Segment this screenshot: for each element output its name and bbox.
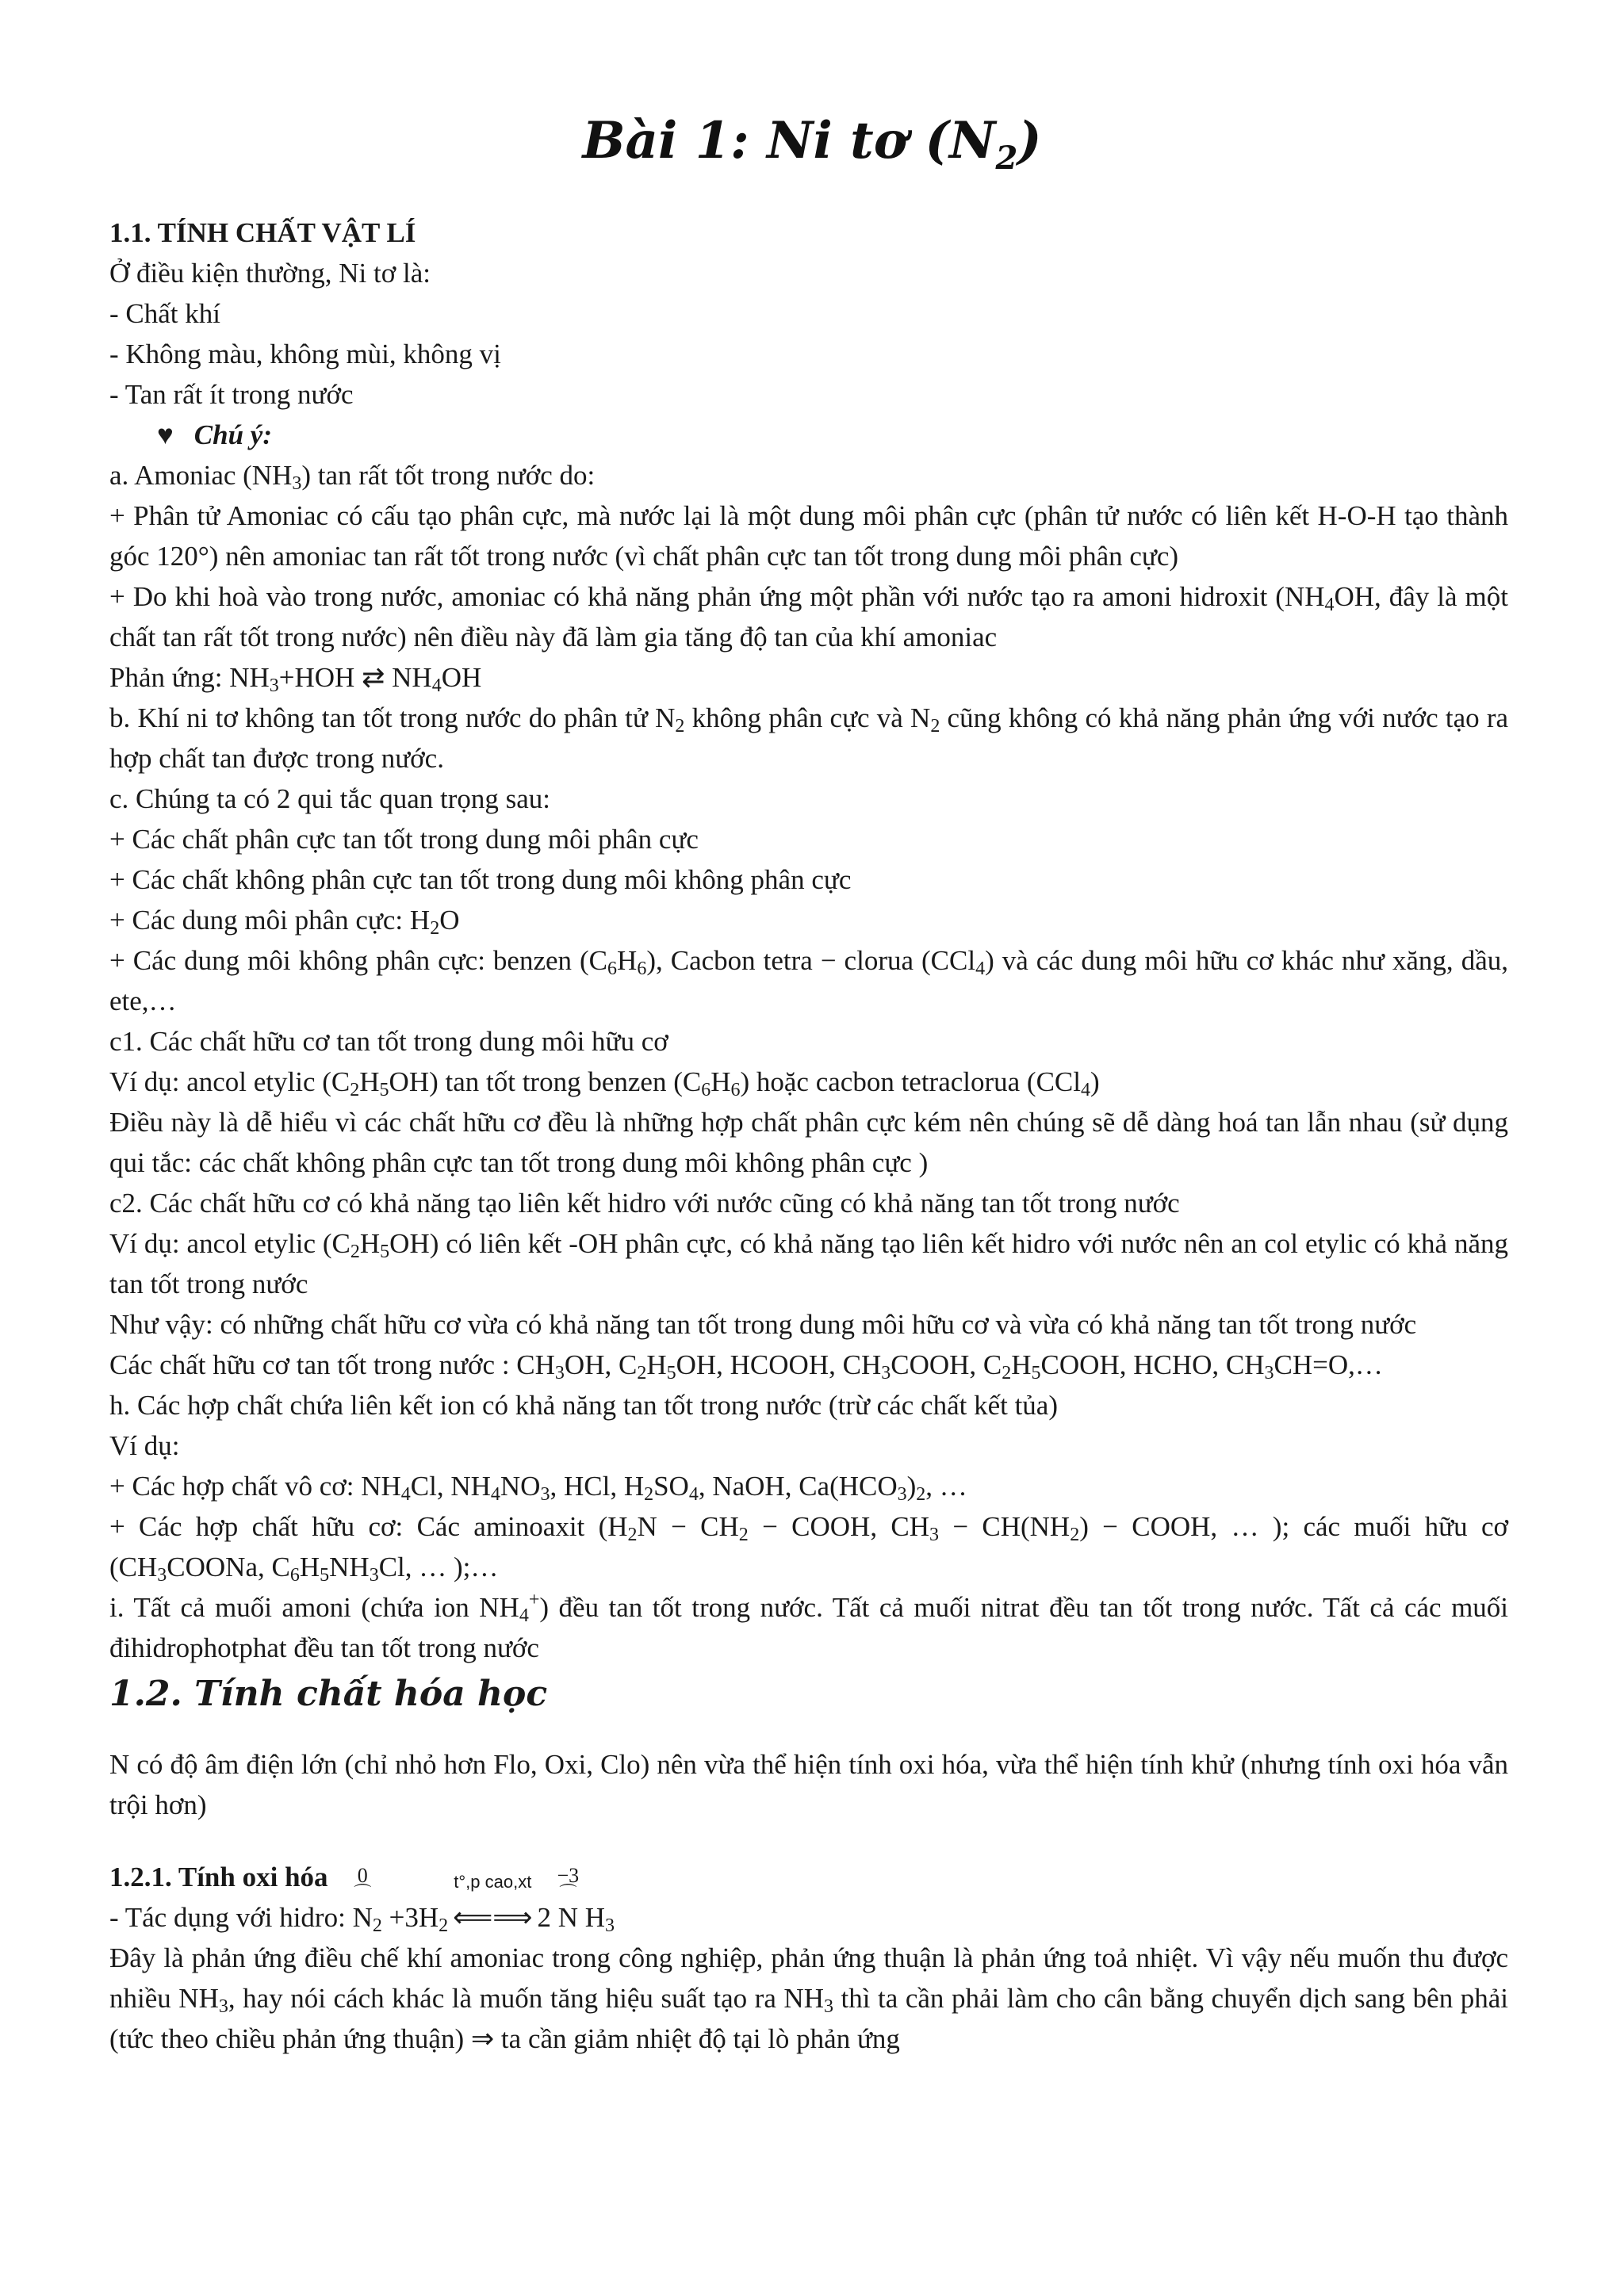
note-c2-heading: c2. Các chất hữu cơ có khả năng tạo liên kết hidro với nước cũng có khả năng tan tốt trong nước: [109, 1188, 1180, 1219]
nitrogen-product: −3 ⌒ N: [557, 1864, 580, 1933]
subsection-heading-oxidation: 1.2.1. Tính oxi hóa: [109, 1862, 328, 1892]
inorganic-compounds: + Các hợp chất vô cơ: $NH_4Cl$, $NH_4NO_3$, HCl, $H_2SO_4$, NaOH, $Ca(HCO_3)_2$, …: [109, 1471, 967, 1505]
property-item-gas: - Chất khí: [109, 298, 220, 329]
note-heading: ♥ Chú ý:: [157, 419, 272, 450]
note-c2-summary: Như vậy: có những chất hữu cơ vừa có khả năng tan tốt trong dung môi hữu cơ và vừa có khả năng tan tốt trong nước: [109, 1309, 1417, 1340]
note-h-heading: h. Các hợp chất chứa liên kết ion có khả năng tan tốt trong nước (trừ các chất kết tủa): [109, 1390, 1058, 1421]
note-c-heading: c. Chúng ta có 2 qui tắc quan trọng sau:: [109, 783, 550, 814]
rule-1: + Các chất phân cực tan tốt trong dung môi phân cực: [109, 824, 699, 855]
note-c1-explanation: Điều này là dễ hiểu vì các chất hữu cơ đều là những hợp chất phân cực kém nên chúng sẽ dễ dàng hoá tan lẫn nhau (sử dụng qui tắc: các chất không phân cực tan tốt trong dung môi không phân cực ): [109, 1107, 1508, 1178]
heart-bullet-icon: ♥: [157, 419, 174, 450]
note-a-point-1: + Phân tử Amoniac có cấu tạo phân cực, mà nước lại là một dung môi phân cực (phân tử nước có liên kết H-O-H tạo thành góc 120°) nên amoniac tan rất tốt trong nước (vì chất phân cực tan tốt trong dung môi phân cực): [109, 500, 1508, 572]
note-h-example-label: Ví dụ:: [109, 1430, 180, 1461]
property-item-solubility: - Tan rất ít trong nước: [109, 379, 354, 410]
rule-2: + Các chất không phân cực tan tốt trong dung môi không phân cực: [109, 864, 852, 895]
note-c2-list: Các chất hữu cơ tan tốt trong nước : $CH_3OH$, $C_2H_5OH$, HCOOH, $CH_3COOH$, $C_2H_5COOH$, HCHO, $CH_3CH=O,\dots$: [109, 1349, 1383, 1383]
section-heading-physical-properties: 1.1. TÍNH CHẤT VẬT LÍ: [109, 217, 416, 248]
nonpolar-solvents: + Các dung môi không phân cực: benzen $(C_6H_6)$, Cacbon tetra − clorua (CCl$_4$) và các dung môi hữu cơ khác như xăng, dầu, ete,…: [109, 945, 1508, 1016]
chemical-intro: N có độ âm điện lớn (chỉ nhỏ hơn Flo, Oxi, Clo) nên vừa thể hiện tính oxi hóa, vừa thể hiện tính khử (nhưng tính oxi hóa vẫn trội hơn): [109, 1749, 1508, 1820]
note-c1-example: Ví dụ: ancol etylic $(C_2H_5OH)$ tan tốt trong benzen $(C_6H_6)$ hoặc cacbon tetraclorua (CCl$_4$): [109, 1066, 1100, 1100]
nitrogen-reactant: 0 ⌒ N: [352, 1864, 373, 1933]
document-body: [109, 212, 1508, 2059]
ammonia-production-paragraph: Đây là phản ứng điều chế khí amoniac trong công nghiệp, phản ứng thuận là phản ứng toả nhiệt. Vì vậy nếu muốn thu được nhiều $NH_3$, hay nói cách khác là muốn tăng hiệu suất tạo ra $NH_3$ thì ta cần phải làm cho cân bằng chuyển dịch sang bên phải (tức theo chiều phản ứng thuận) ⇒ ta cần giảm nhiệt độ tại lò phản ứng: [109, 1942, 1509, 2054]
equilibrium-arrow: t°,p cao,xt ⟸⟹: [453, 1872, 533, 1933]
section-heading-chemical-properties: 1.2. Tính chất hóa học: [109, 1674, 548, 1714]
note-c2-example: Ví dụ: ancol etylic $(C_2H_5OH)$ có liên kết -OH phân cực, có khả năng tạo liên kết hidro với nước nên an col etylic có khả năng tan tốt trong nước: [109, 1228, 1508, 1299]
organic-compounds: + Các hợp chất hữu cơ: Các aminoaxit ($H_2N - CH_2$ − COOH, $CH_3 - CH(NH_2)$ − COOH, … ); các muối hữu cơ ($CH_3COONa$, $C_6H_5NH_3Cl$, … );…: [109, 1511, 1508, 1586]
note-a-point-2: + Do khi hoà vào trong nước, amoniac có khả năng phản ứng một phần với nước tạo ra amoni hidroxit ($NH_4OH$, đây là một chất tan rất tốt trong nước) nên điều này đã làm gia tăng độ tan của khí amoniac: [109, 581, 1508, 652]
page-title: Bài 1: Ni tơ $(N_2)$: [582, 111, 1042, 177]
note-a-heading: a. Amoniac $(NH_3)$ tan rất tốt trong nước do:: [109, 460, 596, 494]
note-i: i. Tất cả muối amoni (chứa ion $NH_4^+$) đều tan tốt trong nước. Tất cả muối nitrat đều tan tốt trong nước. Tất cả các muối đihidrophotphat đều tan tốt trong nước: [109, 1590, 1509, 1663]
note-c1-heading: c1. Các chất hữu cơ tan tốt trong dung môi hữu cơ: [109, 1026, 668, 1057]
note-b: b. Khí ni tơ không tan tốt trong nước do phân tử $N_2$ không phân cực và $N_2$ cũng không có khả năng phản ứng với nước tạo ra hợp chất tan được trong nước.: [109, 702, 1509, 774]
hydrogen-reaction-equation: - Tác dụng với hidro: 0 ⌒ $N_2 +3H_2$ t°,p cao,xt ⟸⟹ 2 −3 ⌒ N $H_3$: [109, 1864, 615, 1936]
property-item-colorless: - Không màu, không mùi, không vị: [109, 339, 501, 369]
intro-line: Ở điều kiện thường, Ni tơ là:: [109, 258, 431, 289]
polar-solvents: + Các dung môi phân cực: $H_2O$: [109, 905, 460, 939]
note-a-reaction: Phản ứng: $NH_3+HOH$ ⇄ $NH_4OH$: [109, 662, 482, 696]
